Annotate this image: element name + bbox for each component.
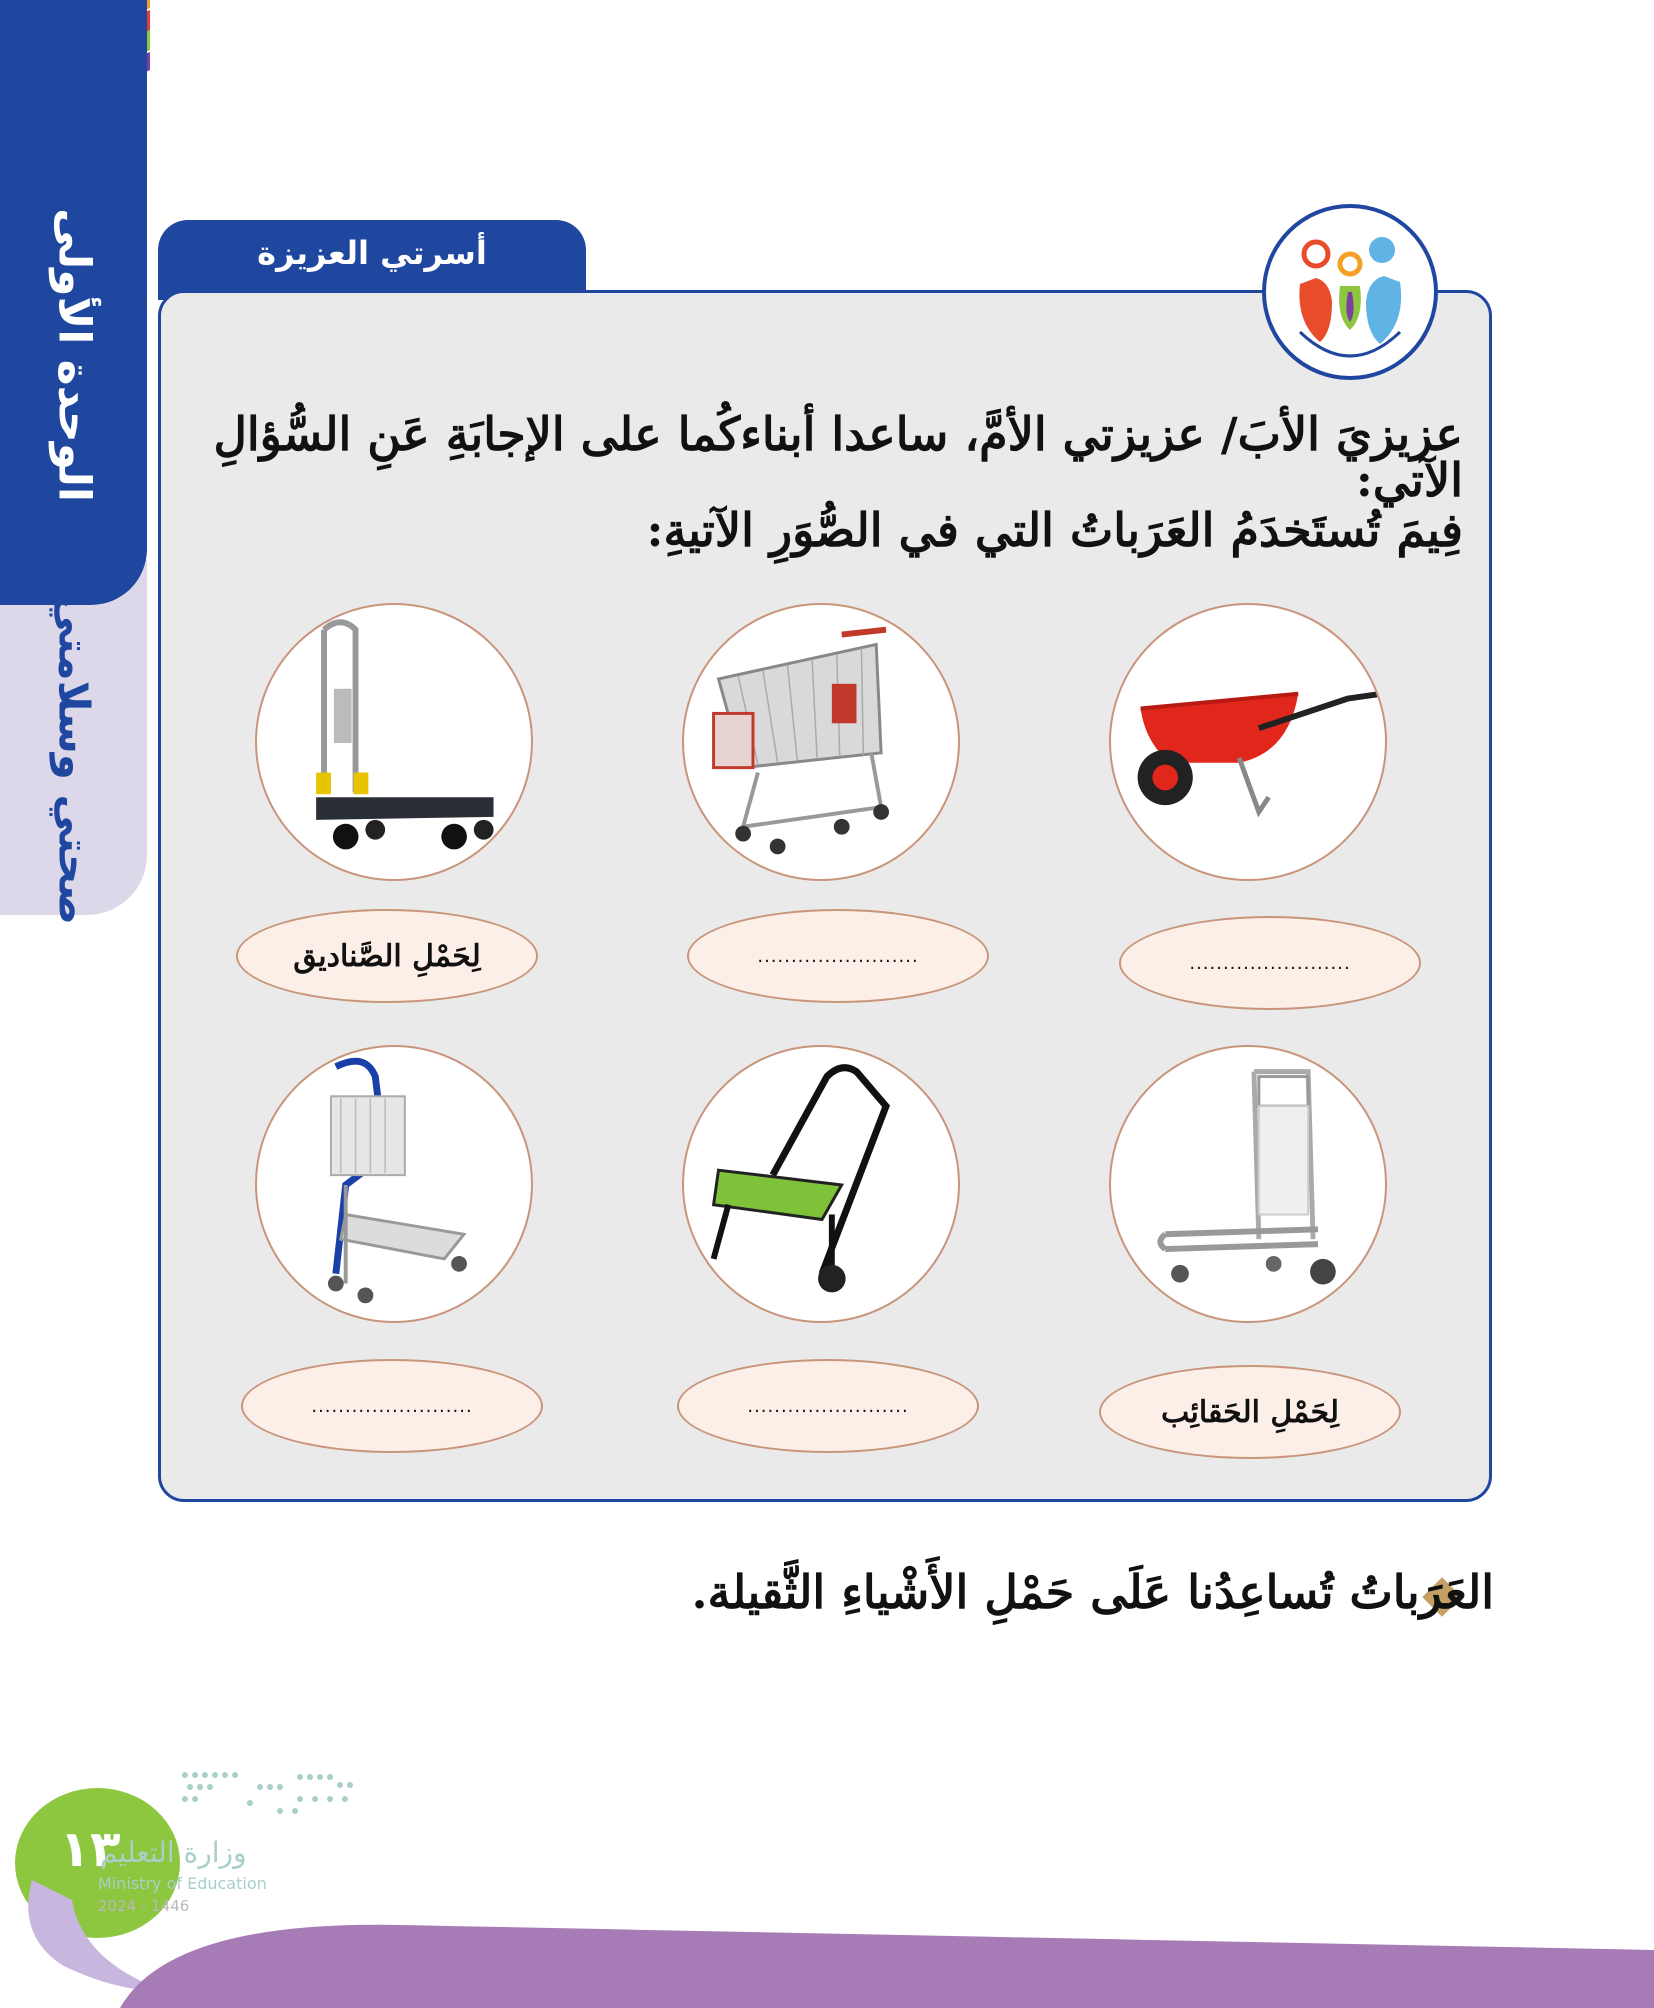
- question-line-2: فِيمَ تُستَخدَمُ العَرَباتُ التي في الصُّوَرِ الآتيةِ:: [646, 503, 1463, 557]
- unit-title: الوحدة الأولى: [48, 208, 100, 502]
- answer-oval[interactable]: لِحَمْلِ الصَّناديق: [236, 909, 538, 1003]
- question-line-1: عزيزيَ الأبَ/ عزيزتي الأمَّ، ساعدا أبناءكُما على الإجابَةِ عَنِ السُّؤالِ الآتي:: [213, 407, 1463, 507]
- bottom-wave-decoration: [0, 1900, 1654, 2008]
- section-header-tab: [158, 220, 586, 300]
- wheelbarrow-image: [1109, 603, 1387, 881]
- summary-statement: العَرَباتُ تُساعِدُنا عَلَى حَمْلِ الأَشْياءِ الثَّقيلة.: [691, 1565, 1494, 1619]
- unit-side-tab: [0, 0, 147, 926]
- platform-trolley-icon: [257, 605, 531, 879]
- two-tier-cart-image: [255, 1045, 533, 1323]
- shopping-cart-image: [682, 603, 960, 881]
- ministry-year: 2024 - 1446: [98, 1897, 190, 1915]
- ministry-name-english: Ministry of Education: [98, 1874, 267, 1893]
- answer-oval[interactable]: ........................: [687, 909, 989, 1003]
- activity-panel: [158, 290, 1492, 1502]
- page-number: ١٣: [59, 1820, 121, 1878]
- family-icon: [1260, 202, 1440, 382]
- luggage-cart-image: [1109, 1045, 1387, 1323]
- shopping-cart-icon: [684, 605, 958, 879]
- wheelbarrow-icon: [1111, 605, 1385, 879]
- answer-oval[interactable]: ........................: [1119, 916, 1421, 1010]
- answer-oval[interactable]: ........................: [241, 1359, 543, 1453]
- section-title: أسرتي العزيزة: [257, 234, 487, 272]
- answer-oval[interactable]: ........................: [677, 1359, 979, 1453]
- unit-subtitle: صحتي وسلامتي: [49, 594, 99, 926]
- step-stool-cart-image: [682, 1045, 960, 1323]
- ministry-name-arabic: وزارة التعليم: [100, 1836, 247, 1869]
- platform-trolley-image: [255, 603, 533, 881]
- step-stool-cart-icon: [684, 1047, 958, 1321]
- two-tier-cart-icon: [257, 1047, 531, 1321]
- answer-oval[interactable]: لِحَمْلِ الحَقائِب: [1099, 1365, 1401, 1459]
- luggage-cart-icon: [1111, 1047, 1385, 1321]
